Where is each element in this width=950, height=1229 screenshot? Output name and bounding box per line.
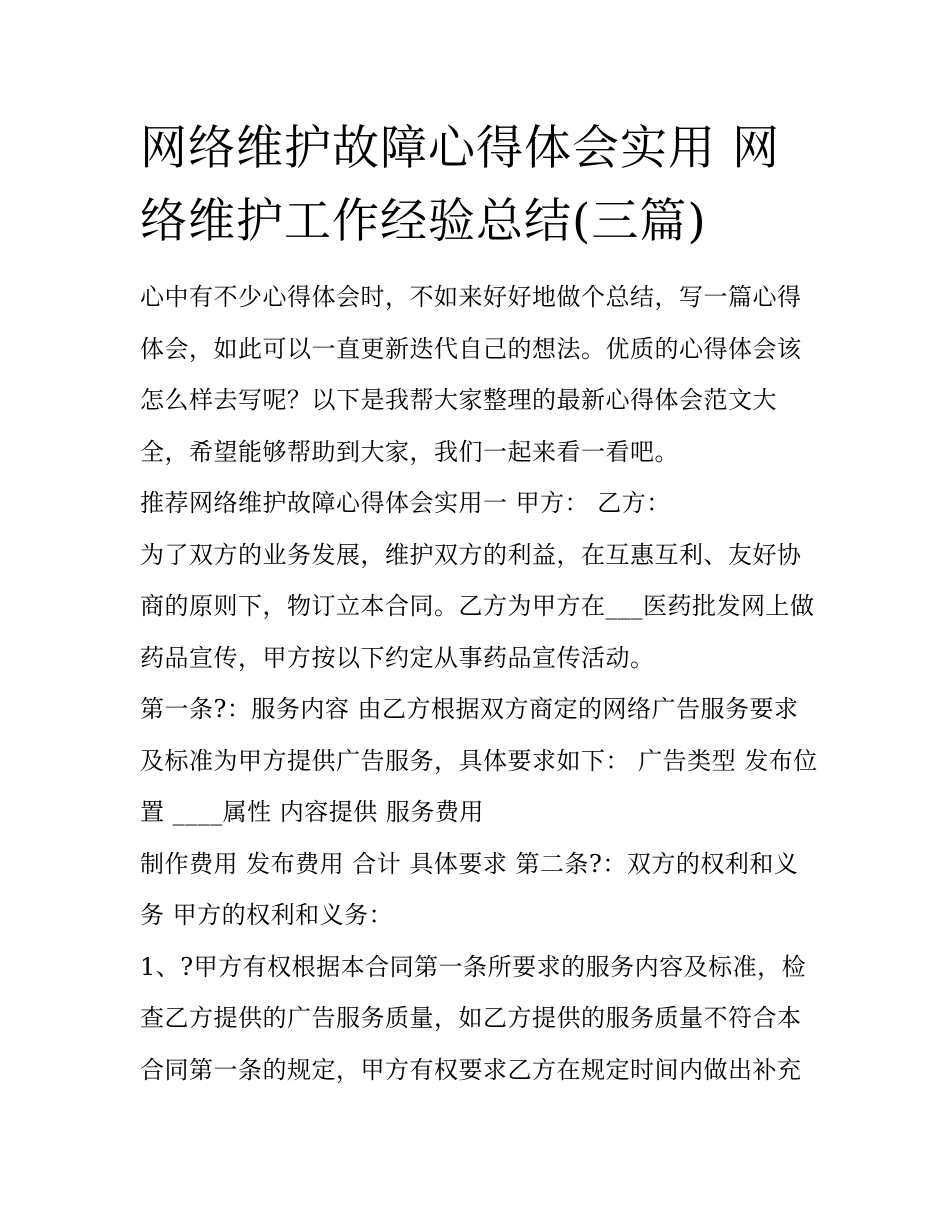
paragraph-intro: 心中有不少心得体会时，不如来好好地做个总结，写一篇心得体会，如此可以一直更新迭代自己的想法。优质的心得体会该怎么样去写呢？以下是我帮大家整理的最新心得体会范文大全，希望能够帮助到大家，我们一起来看一看吧。 [140, 283, 802, 466]
paragraph-recommendation-heading: 推荐网络维护故障心得体会实用一 甲方： 乙方： [140, 489, 671, 517]
document-content [140, 112, 820, 1096]
paragraph-article-one: 第一条?：服务内容 由乙方根据双方商定的网络广告服务要求及标准为甲方提供广告服务，具体要求如下： 广告类型 发布位置 ____属性 内容提供 服务费用 [140, 695, 818, 826]
paragraph-clause-one: 1、?甲方有权根据本合同第一条所要求的服务内容及标准，检查乙方提供的广告服务质量，如乙方提供的服务质量不符合本合同第一条的规定，甲方有权要求乙方在规定时间内做出补充 [140, 952, 807, 1084]
paragraph-contract-purpose: 为了双方的业务发展，维护双方的利益，在互惠互利、友好协商的原则下，物订立本合同。乙方为甲方在___医药批发网上做药品宣传，甲方按以下约定从事药品宣传活动。 [140, 540, 815, 672]
document-title: 网络维护故障心得体会实用 网络维护工作经验总结(三篇) [140, 121, 780, 249]
document-body [140, 272, 820, 1096]
paragraph-fees-article-two: 制作费用 发布费用 合计 具体要求 第二条?：双方的权利和义务 甲方的权利和义务： [140, 849, 799, 929]
